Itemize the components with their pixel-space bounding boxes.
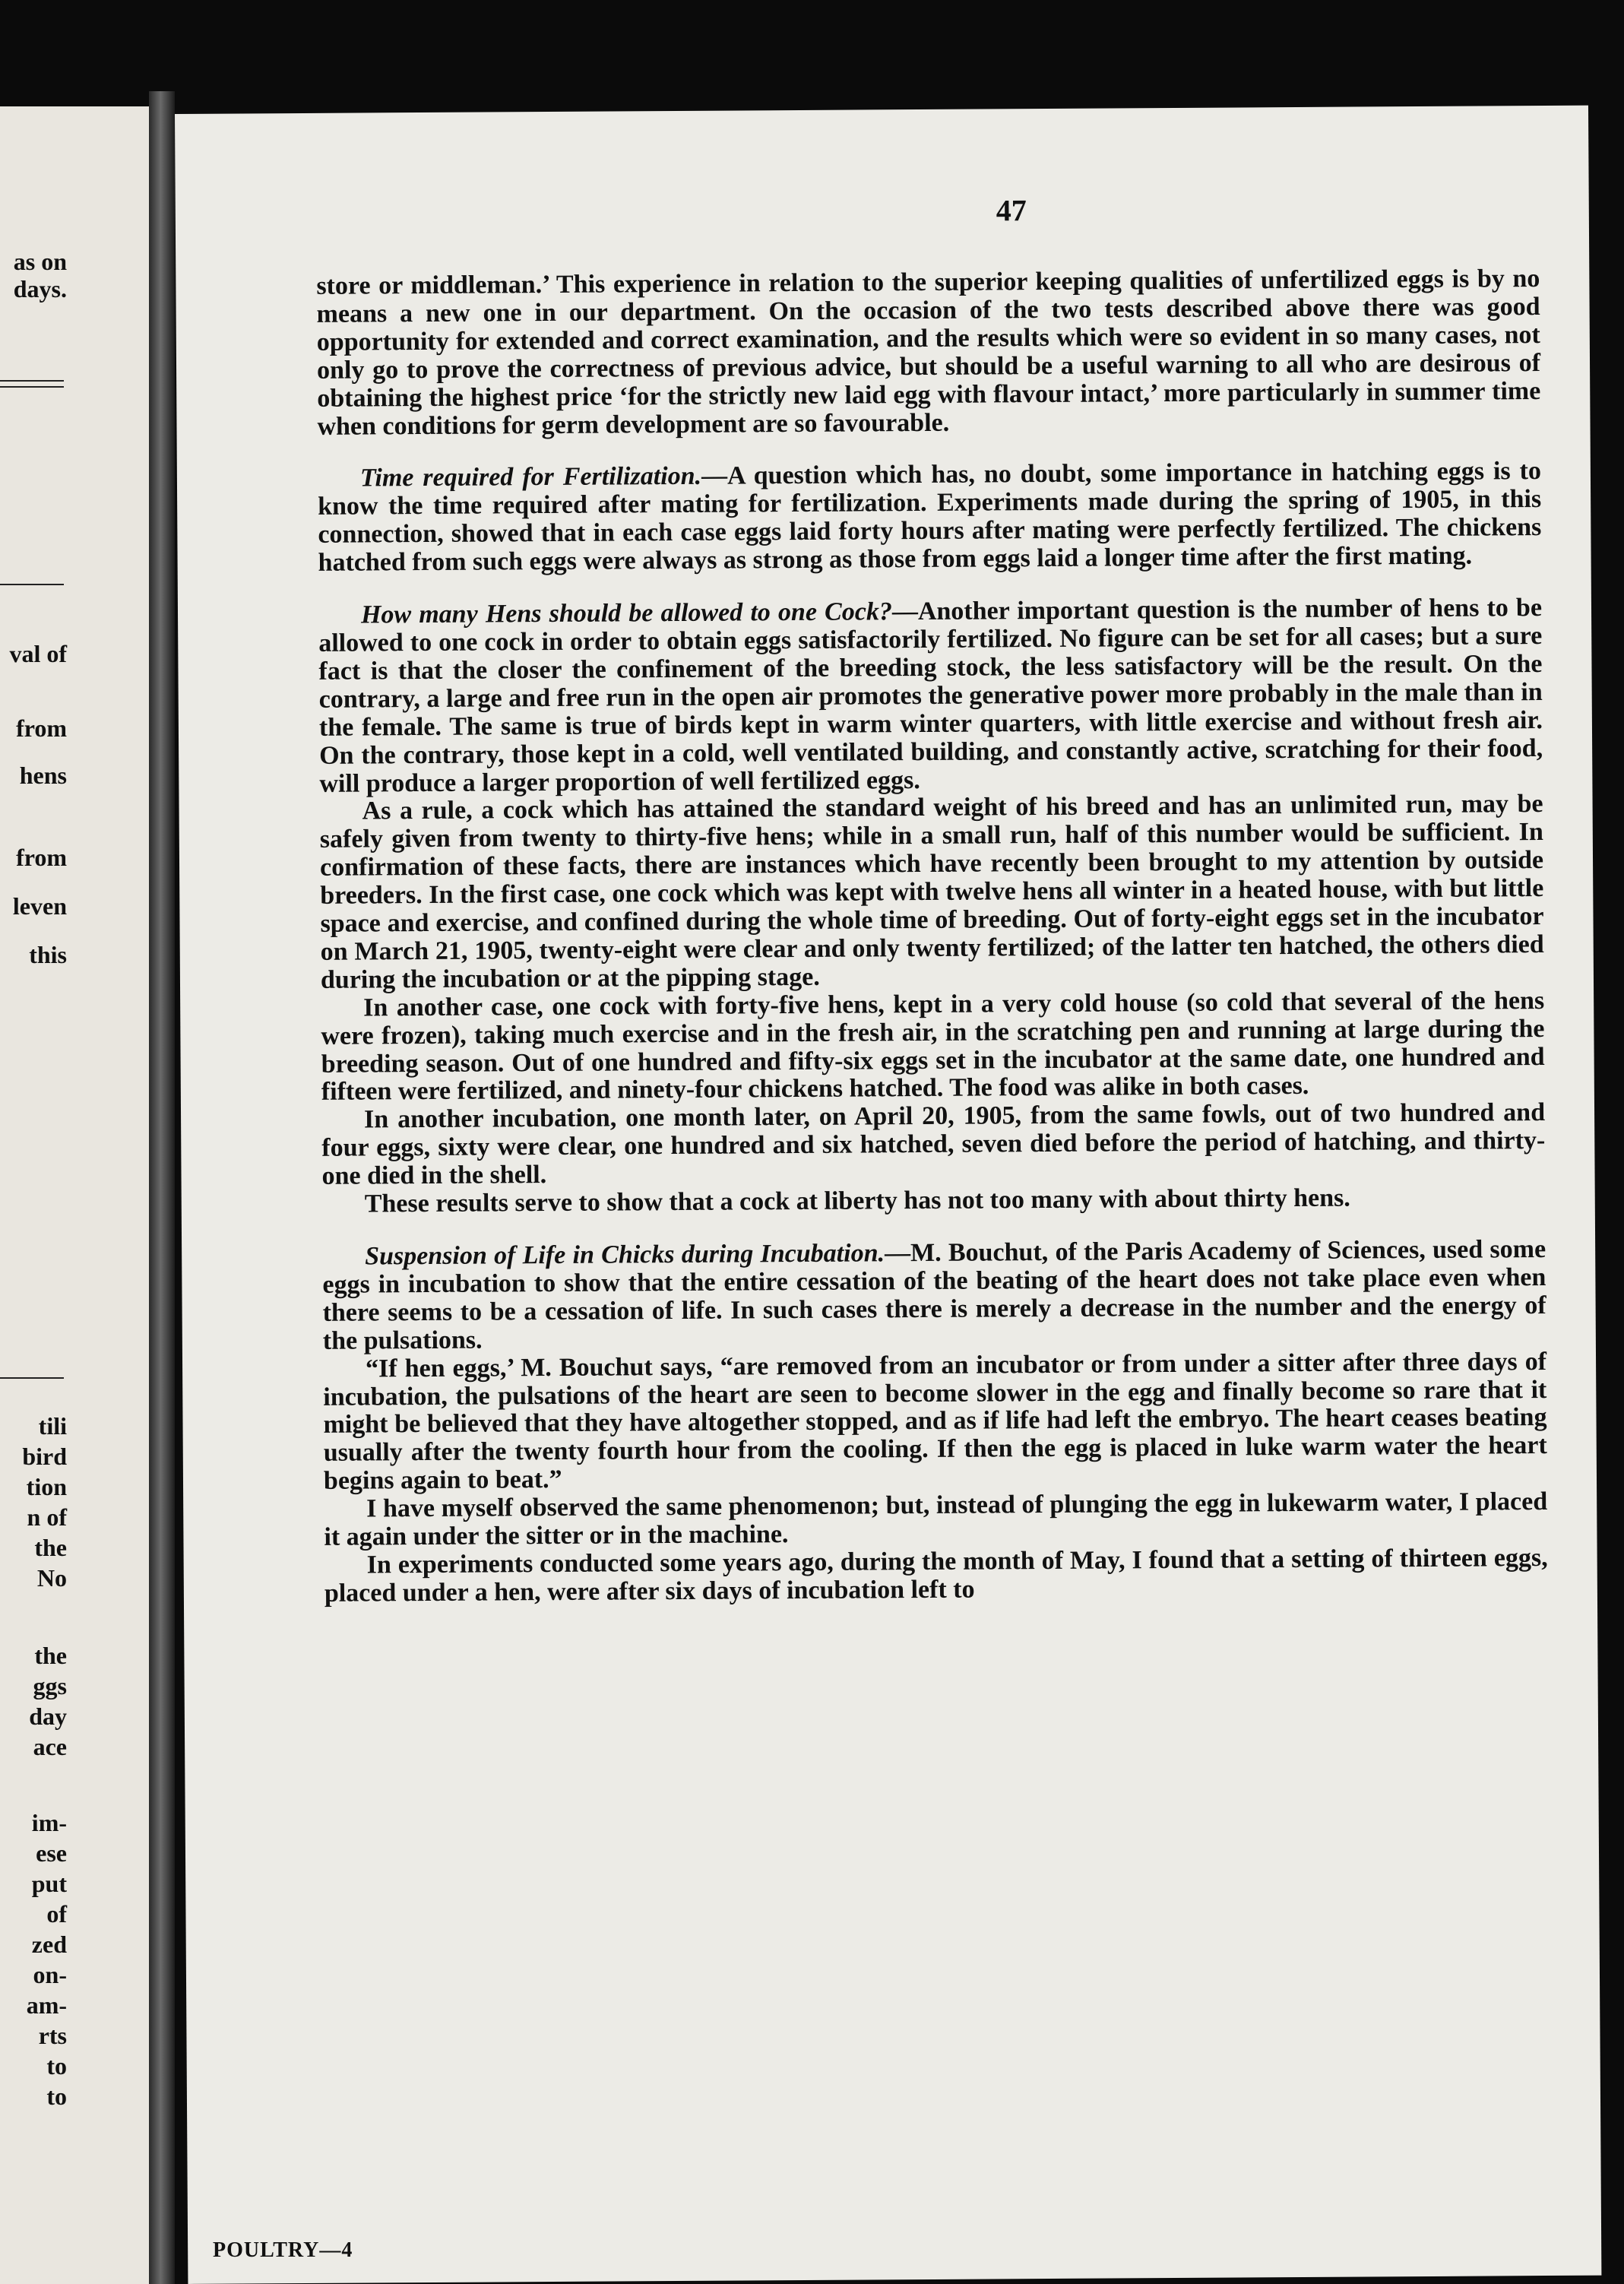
paragraph (318, 458, 1542, 577)
margin-fragment: tili (38, 1412, 67, 1440)
margin-fragment: to (46, 2052, 67, 2080)
paragraph-text: —A question which has, no doubt, some importance in hatching eggs is to know the time required after mating for fertilization. Experiments made during the spring of 1905, in this connection, showed that in each case eggs laid forty hours after mating were perfectly fertilized. The chickens hatched from such eggs were always as strong as those from eggs laid a longer time after the first mating. (318, 457, 1542, 578)
paragraph (318, 594, 1543, 798)
facing-page-margin (0, 106, 149, 2284)
paragraph (324, 1488, 1547, 1552)
margin-fragment: im- (31, 1809, 67, 1836)
paragraph (324, 1544, 1548, 1608)
margin-fragment: n of (27, 1503, 67, 1531)
margin-fragment: from (16, 714, 67, 742)
margin-fragment: as on (13, 248, 67, 275)
margin-rule (0, 386, 64, 388)
margin-fragment: the (34, 1642, 67, 1669)
margin-fragment: tion (26, 1473, 67, 1500)
margin-fragment: days. (13, 275, 67, 303)
margin-fragment: val of (9, 640, 67, 667)
book-gutter (149, 91, 175, 2284)
margin-fragment: to (46, 2083, 67, 2110)
margin-fragment: hens (19, 762, 67, 789)
margin-fragment: of (46, 1900, 67, 1928)
margin-fragment: bird (22, 1443, 67, 1470)
margin-fragment: on- (33, 1961, 67, 1988)
margin-fragment: leven (12, 892, 67, 920)
section-heading: Time required for Fertilization. (359, 462, 702, 493)
paragraph-text: —M. Bouchut, of the Paris Academy of Sciences, used some eggs in incubation to show that the entire cessation of the beating of the heart does not take place even when there seems to be a cessation of life. In such cases there is merely a decrease in the number and the energy of the pulsations. (322, 1235, 1546, 1355)
paragraph-text: In experiments conducted some years ago, during the month of May, I found that a setting of thirteen eggs, placed under a hen, were after six days of incubation left to (324, 1543, 1548, 1608)
paragraph (321, 1099, 1546, 1191)
section-heading: Suspension of Life in Chicks during Incubation. (365, 1239, 885, 1271)
margin-fragment: rts (38, 2022, 67, 2049)
margin-fragment: ese (36, 1839, 67, 1867)
paragraph (323, 1348, 1547, 1496)
paragraph-text: As a rule, a cock which has attained the standard weight of his breed and has an unlimited run, may be safely given from twenty to thirty-five hens; while in a small run, half of this number would be sufficient. In confirmation of these facts, there are instances which have recently been brought to my attention by outside breeders. In the first case, one cock which was kept with twelve hens all winter in a heated house, with but little space and exercise, and confined during the whole time of breeding. Out of forty-eight eggs set in the incubator on March 21, 1905, twenty-eight were clear and only twenty fertilized; of the latter ten hatched, the others died during the incubation or at the pipping stage. (319, 790, 1544, 994)
margin-rule (0, 584, 64, 585)
book-page (175, 106, 1601, 2284)
margin-fragment: day (29, 1703, 67, 1730)
margin-fragment: from (16, 844, 67, 871)
paragraph (316, 265, 1540, 441)
margin-fragment: ace (33, 1733, 67, 1760)
paragraph-text: In another case, one cock with forty-five hens, kept in a very cold house (so cold that several of the hens were frozen), taking much exercise and in the fresh air, in the scratching pen and running at large during the breeding season. Out of one hundred and fifty-six eggs set in the incubator at the same date, one hundred and fifteen were fertilized, and ninety-four chickens hatched. The food was alike in both cases. (321, 986, 1545, 1107)
margin-fragment: ggs (33, 1672, 67, 1700)
paragraph (321, 987, 1545, 1107)
paragraph (320, 790, 1545, 994)
margin-fragment: am- (26, 1991, 67, 2019)
paragraph-text: “If hen eggs,’ M. Bouchut says, “are removed from an incubator or from under a sitter after three days of incubation, the pulsations of the heart are seen to become slower in the egg and finally become so rare that it might be believed that they have altogether stopped, and as if life had left the embryo. The heart ceases beating usually after the twenty fourth hour from the cooling. If then the egg is placed in luke warm water the heart begins again to beat.” (323, 1347, 1547, 1496)
paragraph-text: store or middleman.’ This experience in relation to the superior keeping qualities of unfertilized eggs is by no means a new one in our department. On the occasion of the two tests described above there was good opportunity for extended and correct examination, and the results which were so evident in so many cases, not only go to prove the correctness of previous advice, but should be a useful warning to all who are desirous of obtaining the highest price ‘for the strictly new laid egg with flavour intact,’ more particularly in summer time when conditions for germ development are so favourable. (316, 265, 1541, 441)
paragraph-text: —Another important question is the number of hens to be allowed to one cock in order to obtain eggs satisfactorily fertilized. No figure can be set for all cases; but a sure fact is that the closer the confinement of the breeding stock, the less satisfactory will be the result. On the contrary, a large and free run in the open air promotes the generative power more probably in the male than in the female. The same is true of birds kept in warm winter quarters, with little exercise and without fresh air. On the contrary, those kept in a cold, well ventilated building, and constantly active, scratching for their food, will produce a larger proportion of well fertilized eggs. (318, 594, 1543, 798)
paragraph-text: In another incubation, one month later, on April 20, 1905, from the same fowls, out of two hundred and four eggs, sixty were clear, one hundred and six hatched, seven died before the period of hatching, and thirty-one died in the shell. (321, 1098, 1546, 1191)
paragraph-text: I have myself observed the same phenomenon; but, instead of plunging the egg in lukewarm water, I placed it again under the sitter or in the machine. (324, 1487, 1548, 1551)
page-body (316, 265, 1548, 1608)
margin-fragment: No (36, 1564, 67, 1592)
section-heading: How many Hens should be allowed to one Cock? (360, 597, 893, 629)
paragraph-text: These results serve to show that a cock at liberty has not too many with about thirty hens. (364, 1183, 1350, 1218)
paragraph (322, 1236, 1546, 1355)
margin-rule (0, 1377, 64, 1379)
margin-fragment: put (31, 1870, 67, 1897)
margin-fragment: zed (31, 1931, 67, 1958)
printer-signature: POULTRY—4 (213, 2238, 353, 2262)
paragraph (322, 1183, 1546, 1219)
page-number: 47 (996, 193, 1027, 228)
margin-fragment: this (29, 941, 67, 968)
margin-rule (0, 380, 64, 382)
margin-fragment: the (34, 1534, 67, 1561)
